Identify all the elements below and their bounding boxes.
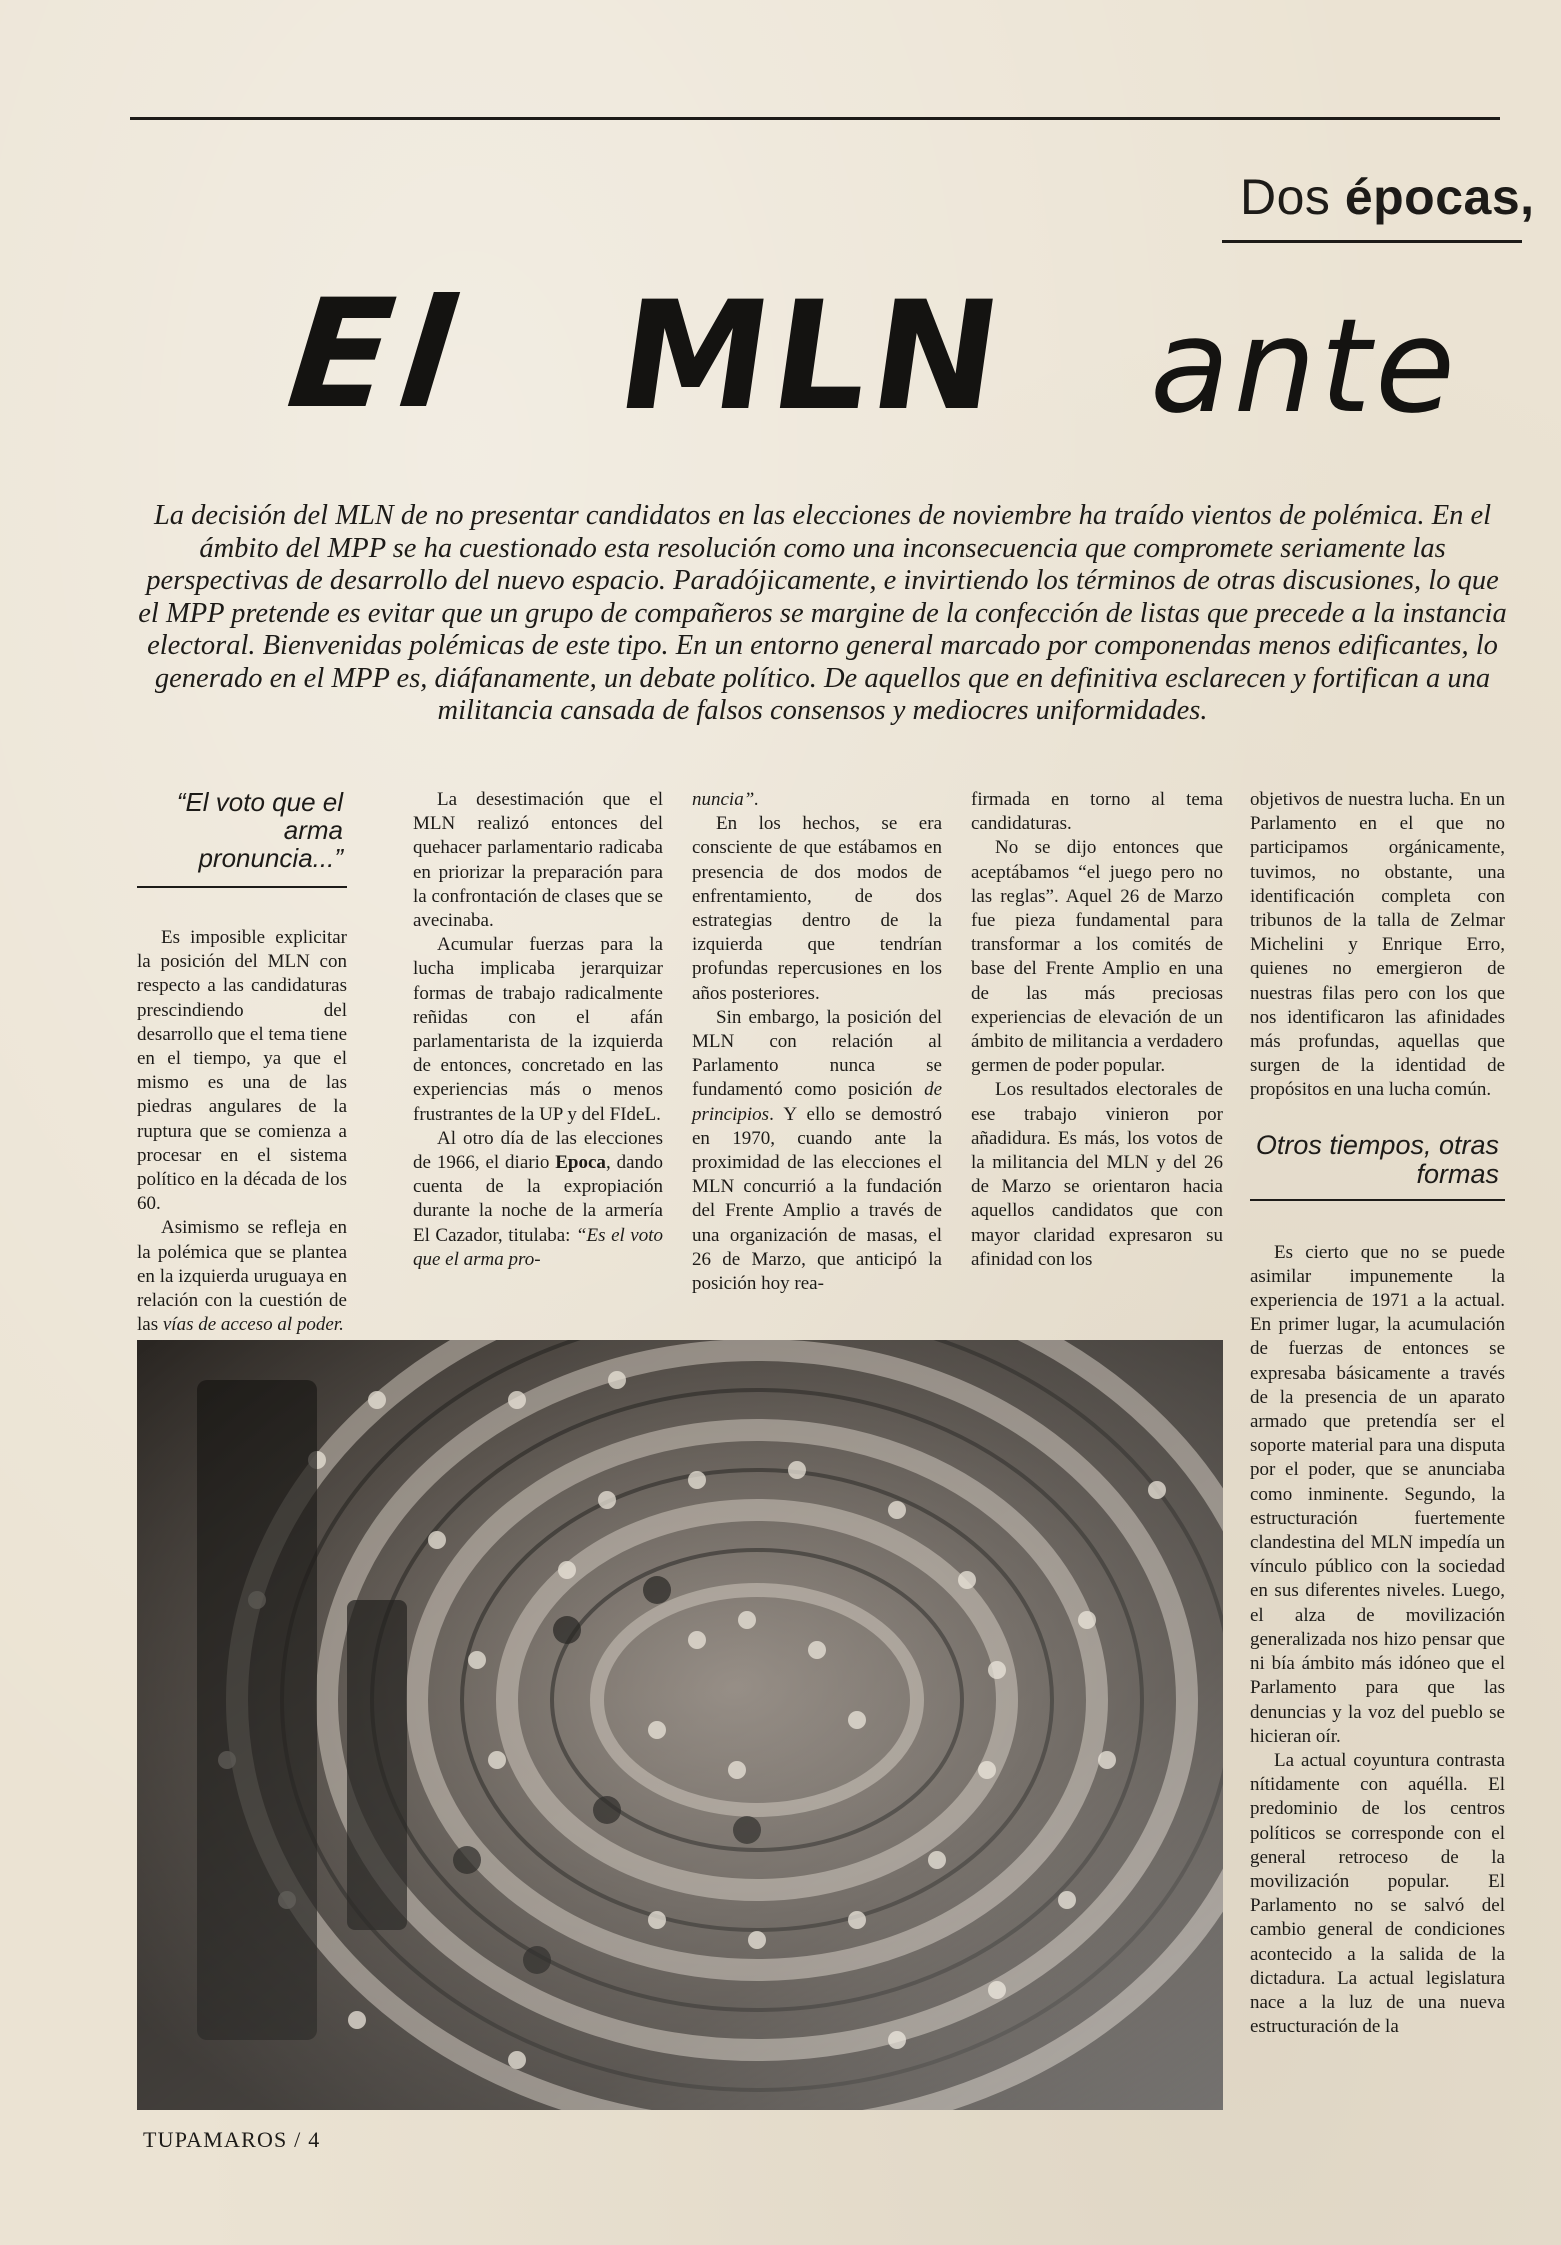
paragraph: firmada en torno al tema candidaturas. [971,789,1223,835]
paragraph: Es imposible explicitar la posición del MLN con respecto a las candidaturas prescindiendo del desarrollo que el tema tiene en el tiempo, ya que el mismo es una de las piedras angulares de la ruptura que se comienza a procesar en el sistema político en la década de los 60. [137,927,347,1215]
article-column-4 [971,788,1223,1272]
italic-text: vías de acceso al poder. [162,1314,344,1336]
paragraph: Acumular fuerzas para la lucha implicaba jerarquizar formas de trabajo radicalmente reñidas con el afán parlamentarista de la izquierda de entonces, concretado en las experiencias más o menos frustrantes de la UP y del FIdeL. [413,934,663,1125]
page-footer: TUPAMAROS / 4 [143,2127,321,2152]
paragraph: Al otro día de las elecciones de 1966, el diario Epoca, dando cuenta de la expropiación durante la noche de la armería El Cazador, titulaba: “Es el voto que el arma pro- [413,1127,664,1270]
top-rule [130,117,1500,120]
parliament-photo-illustration [137,1340,1223,2110]
paragraph: nuncia”. [692,789,760,810]
section-heading-bold: épocas, [1344,169,1535,225]
newspaper-name: Epoca [555,1152,606,1174]
paragraph: En los hechos, se era consciente de que estábamos en presencia de dos modos de enfrentamiento, de dos estrategias dentro de la izquierda que tendrían profundas repercusiones en los años posteriores. [692,813,942,1004]
article-column-5 [1250,788,1505,2039]
section-heading-thin: Dos [1240,169,1331,225]
article-column-2 [413,788,663,1272]
pull-quote: “El voto que el arma pronuncia...” [176,787,343,873]
paragraph: La desestimación que el MLN realizó entonces del quehacer parlamentario radicaba en priorizar la preparación para la confrontación de clases que se avecinaba. [413,789,663,932]
headline-part-3: ante [1150,290,1460,442]
section-heading-rule [1222,240,1522,243]
italic-text: de principios [692,1079,942,1125]
paragraph: La actual coyuntura contrasta nítidamente con aquélla. El predominio de los centros políticos se corresponde con el general retroceso de la movilización popular. El Parlamento no se salvó del cambio general de condiciones acontecido a la salida de la dictadura. La actual legislatura nace a la luz de una nueva estructuración de la [1250,1749,1505,2038]
article-column-1 [137,788,347,1337]
pull-quote-rule [137,886,347,888]
parliament-photo [137,1340,1223,2110]
subheading: Otros tiempos, otras formas [1255,1129,1499,1189]
subheading-rule [1250,1199,1505,1201]
section-heading [1240,168,1535,226]
paragraph: Sin embargo, la posición del MLN con relación al Parlamento nunca se fundamentó como posición de principios. Y ello se demostró en 1970, cuando ante la proximidad de las elecciones el MLN concurrió a la fundación del Frente Amplio a través de una organización de masas, el 26 de Marzo, que anticipó la posición hoy rea- [692,1006,942,1295]
article-column-3 [692,788,942,1296]
paragraph: Los resultados electorales de ese trabajo vinieron por añadidura. Es más, los votos de la militancia del MLN y del 26 de Marzo se orientaron hacia aquellos candidatos que con mayor claridad expresaron su afinidad con los [971,1079,1223,1270]
paragraph: Asimismo se refleja en la polémica que se plantea en la izquierda uruguaya en relación con la cuestión de las vías de acceso al poder. [137,1217,347,1336]
paragraph: objetivos de nuestra lucha. En un Parlamento en el que no participamos orgánicamente, tuvimos, no obstante, una identificación completa con tribunos de la talla de Zelmar Michelini y Enrique Erro, quienes no emergieron de nuestras filas pero con los que nos identificaron las afinidades más profundas, aquellas que surgen de la identidad de propósitos en una lucha común. [1250,789,1505,1101]
headline-part-2: MLN [607,270,1015,444]
italic-text: “Es el voto que el arma pro- [413,1224,664,1270]
lead-paragraph: La decisión del MLN de no presentar candidatos en las elecciones de noviembre ha traído vientos de polémica. En el ámbito del MPP se ha cuestionado esta resolución como una inconsecuencia que compromete seriamente las perspectivas de desarrollo del nuevo espacio. Paradójicamente, e invirtiendo los términos de otras discusiones, lo que el MPP pretende es evitar que un grupo de compañeros se margine de la confección de listas que precede a la instancia electoral. Bienvenidas polémicas de este tipo. En un entorno general marcado por componendas menos edificantes, lo generado en el MPP es, diáfanamente, un debate político. De aquellos que en definitiva esclarecen y fortifican a una militancia cansada de falsos consensos y mediocres uniformidades. [138,500,1507,726]
paragraph: Es cierto que no se puede asimilar impunemente la experiencia de 1971 a la actual. En primer lugar, la acumulación de fuerzas de entonces se expresaba básicamente a través de la presencia de un aparato armado que pretendía ser el soporte material para una disputa por el poder, que se anunciaba como inminente. Segundo, la estructuración fuertemente clandestina del MLN impedía un vínculo público con la sociedad en sus diferentes niveles. Luego, el alza de movilización generalizada nos hizo pensar que ni bía ámbito más idóneo que el Parlamento para que las denuncias y la voz del pueblo se hicieran oír. [1250,1241,1505,1747]
paragraph: No se dijo entonces que aceptábamos “el juego pero no las reglas”. Aquel 26 de Marzo fue pieza fundamental para transformar a los comités de base del Frente Amplio en una de las más preciosas experiencias de elevación de un ámbito de militancia a verdadero germen de poder popular. [971,837,1223,1077]
headline-part-1: El [280,268,470,442]
